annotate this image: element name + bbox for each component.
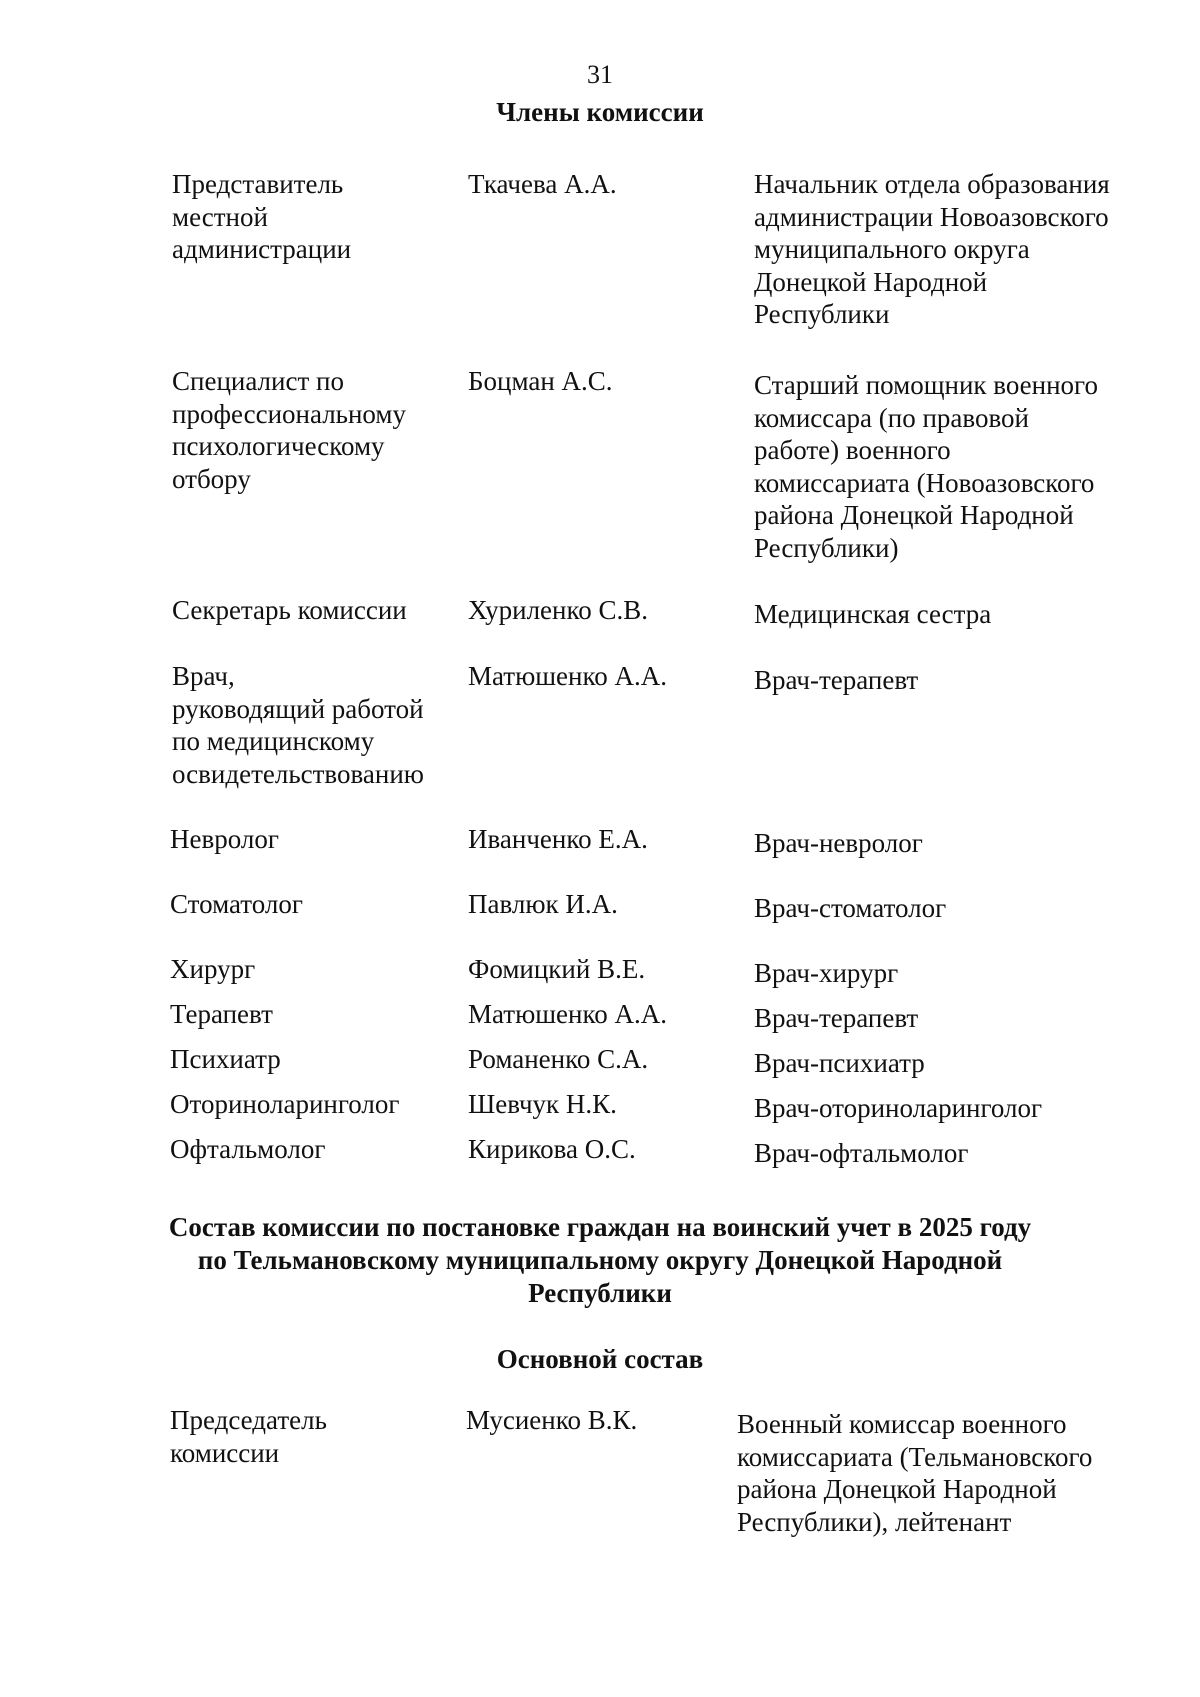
member-role: Представитель местной администрации <box>172 169 352 264</box>
members-heading: Члены комиссии <box>496 97 704 127</box>
member-position: Врач-хирург <box>754 958 899 988</box>
member-role: Хирург <box>170 954 256 984</box>
member-position: Медицинская сестра <box>754 599 992 629</box>
member-name: Иванченко Е.А. <box>468 824 648 854</box>
member-position: Врач-оториноларинголог <box>754 1093 1043 1123</box>
member-name: Хуриленко С.В. <box>468 595 648 625</box>
member-name: Павлюк И.А. <box>468 889 618 919</box>
member-position: Военный комиссар военного комиссариата (Тельмановского района Донецкой Народной Республики), лейтенант <box>737 1409 1093 1537</box>
member-name: Романенко С.А. <box>468 1044 649 1074</box>
page-number: 31 <box>587 60 613 89</box>
member-role: Врач, руководящий работой по медицинскому освидетельствованию <box>172 661 424 789</box>
member-role: Офтальмолог <box>170 1134 326 1164</box>
member-role: Психиатр <box>170 1044 281 1074</box>
member-name: Матюшенко А.А. <box>468 661 667 691</box>
member-role: Терапевт <box>170 999 273 1029</box>
member-role: Невролог <box>170 824 279 854</box>
member-name: Боцман А.С. <box>468 366 613 396</box>
member-position: Начальник отдела образования администрации Новоазовского муниципального округа Донецкой Народной Республики <box>754 169 1110 329</box>
composition-heading: Состав комиссии по постановке граждан на воинский учет в 2025 году по Тельмановскому муниципальному округу Донецкой Народной Республики <box>168 1212 1032 1308</box>
member-name: Матюшенко А.А. <box>468 999 667 1029</box>
member-role: Стоматолог <box>170 889 303 919</box>
member-position: Врач-стоматолог <box>754 893 947 923</box>
member-position: Старший помощник военного комиссара (по правовой работе) военного комиссариата (Новоазовского района Донецкой Народной Республики) <box>754 370 1098 563</box>
member-name: Мусиенко В.К. <box>466 1405 638 1435</box>
member-role: Специалист по профессиональному психологическому отбору <box>172 366 406 494</box>
member-name: Фомицкий В.Е. <box>468 954 646 984</box>
member-name: Шевчук Н.К. <box>468 1089 617 1119</box>
member-position: Врач-терапевт <box>754 1003 919 1033</box>
main-composition-heading: Основной состав <box>496 1344 704 1374</box>
member-role: Секретарь комиссии <box>172 595 407 625</box>
member-position: Врач-невролог <box>754 828 923 858</box>
member-name: Ткачева А.А. <box>468 169 617 199</box>
member-role: Оториноларинголог <box>170 1089 400 1119</box>
member-name: Кирикова О.С. <box>468 1134 636 1164</box>
member-position: Врач-офтальмолог <box>754 1138 969 1168</box>
member-position: Врач-психиатр <box>754 1048 925 1078</box>
member-position: Врач-терапевт <box>754 665 919 695</box>
member-role: Председатель комиссии <box>170 1405 327 1468</box>
